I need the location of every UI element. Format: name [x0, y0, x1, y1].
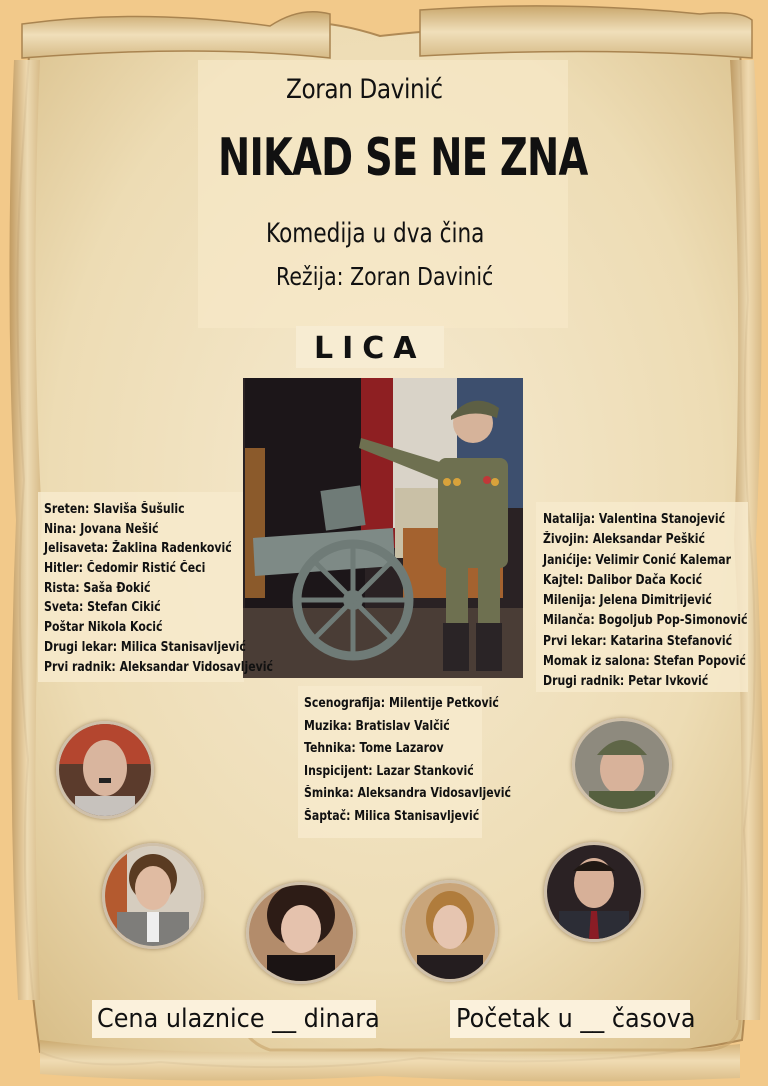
ticket-price-text: Cena ulaznice __ dinara [97, 1004, 380, 1034]
cast-entry: Janićije: Velimir Conić Kalemar [543, 552, 731, 568]
cast-heading: LICA [314, 331, 426, 366]
crew-entry: Scenografija: Milentije Petković [304, 696, 499, 711]
cast-list-left [44, 500, 317, 677]
crew-entry: Šminka: Aleksandra Vidosavljević [304, 786, 511, 802]
cast-entry: Drugi lekar: Milica Stanisavljević [44, 639, 246, 655]
crew-entry: Muzika: Bratislav Valčić [304, 718, 450, 734]
cast-entry: Rista: Saša Đokić [44, 580, 151, 596]
actor-portrait [402, 880, 498, 982]
cast-entry: Sveta: Stefan Cikić [44, 600, 161, 616]
cast-entry: Prvi radnik: Aleksandar Vidosavljević [44, 659, 273, 675]
actor-portrait [56, 721, 154, 819]
cast-list-right [543, 510, 768, 693]
author-name: Zoran Davinić [286, 74, 443, 105]
play-subtitle: Komedija u dva čina [266, 218, 485, 249]
cast-entry: Hitler: Čedomir Ristić Čeci [44, 561, 206, 577]
crew-entry: Tehnika: Tome Lazarov [304, 741, 444, 757]
cast-entry: Sreten: Slaviša Šušulic [44, 502, 185, 517]
play-title: NIKAD SE NE ZNA [218, 128, 588, 188]
cast-entry: Momak iz salona: Stefan Popović [543, 654, 746, 670]
cast-entry: Natalija: Valentina Stanojević [543, 512, 726, 527]
actor-portrait [572, 718, 672, 812]
cast-entry: Milanča: Bogoljub Pop-Simonović [543, 613, 748, 629]
cast-entry: Drugi radnik: Petar Ivković [543, 674, 709, 690]
crew-entry: Šaptač: Milica Stanisavljević [304, 808, 480, 824]
start-time-text: Početak u __ časova [456, 1004, 696, 1034]
cast-entry: Prvi lekar: Katarina Stefanović [543, 633, 733, 649]
cast-entry: Poštar Nikola Kocić [44, 620, 163, 636]
crew-list [304, 693, 550, 829]
actor-portrait [102, 843, 204, 949]
actor-portrait [544, 842, 644, 942]
cast-entry: Nina: Jovana Nešić [44, 521, 159, 537]
crew-entry: Inspicijent: Lazar Stanković [304, 763, 474, 779]
cast-entry: Milenija: Jelena Dimitrijević [543, 593, 712, 609]
cast-entry: Kajtel: Dalibor Dača Kocić [543, 572, 703, 588]
cast-entry: Živojin: Aleksandar Peškić [543, 532, 705, 548]
cast-entry: Jelisaveta: Žaklina Radenković [44, 541, 232, 557]
director-credit: Režija: Zoran Davinić [276, 262, 494, 291]
actor-portrait [246, 882, 356, 984]
